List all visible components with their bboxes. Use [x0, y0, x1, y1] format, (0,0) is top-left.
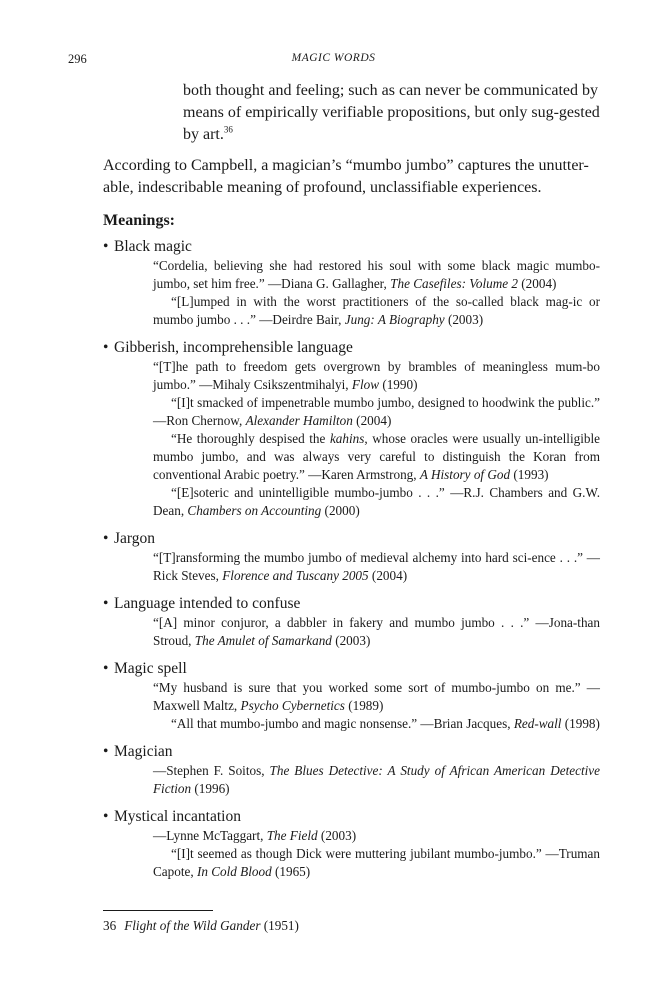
- footnote-divider: [103, 910, 213, 911]
- citation: —Stephen F. Soitos, The Blues Detective: A Study of African American Detective Fiction (1996): [153, 763, 600, 796]
- citation: “My husband is sure that you worked some sort of mumbo-jumbo on me.” —Maxwell Maltz, Psycho Cybernetics (1989): [153, 680, 600, 713]
- citation: “[T]he path to freedom gets overgrown by brambles of meaningless mum-bo jumbo.” —Mihaly Csikszentmihalyi, Flow (1990): [153, 359, 600, 392]
- citation: “[E]soteric and unintelligible mumbo-jumbo . . .” —R.J. Chambers and G.W. Dean, Chambers on Accounting (2000): [153, 485, 600, 518]
- meaning-entry: [103, 529, 600, 585]
- bullet-icon: •: [103, 743, 109, 760]
- meaning-heading: • Black magic: [103, 238, 192, 255]
- meanings-heading: Meanings:: [103, 212, 175, 229]
- bullet-icon: •: [103, 339, 109, 356]
- body-paragraph: According to Campbell, a magician’s “mumbo jumbo” captures the unutter-able, indescribable meaning of profound, unclassifiable experiences.: [103, 157, 589, 196]
- footnote-year: (1951): [260, 918, 299, 933]
- citation: “[A] minor conjuror, a dabbler in fakery and mumbo jumbo . . .” —Jona-than Stroud, The Amulet of Samarkand (2003): [153, 615, 600, 648]
- citation: “[I]t smacked of impenetrable mumbo jumbo, designed to hoodwink the public.” —Ron Chernow, Alexander Hamilton (2004): [153, 395, 600, 428]
- meaning-entry: [103, 594, 600, 650]
- meaning-heading: • Mystical incantation: [103, 808, 241, 825]
- meaning-entry: [103, 742, 600, 798]
- bullet-icon: •: [103, 660, 109, 677]
- meaning-heading: • Magic spell: [103, 660, 187, 677]
- footnote-title: Flight of the Wild Gander: [124, 918, 261, 933]
- meaning-entry: [103, 807, 600, 881]
- bullet-icon: •: [103, 530, 109, 547]
- meaning-heading: • Magician: [103, 743, 173, 760]
- meaning-entry: [103, 338, 600, 520]
- page-header: [0, 52, 667, 70]
- block-quote-text: both thought and feeling; such as can never be communicated by means of empirically verifiable propositions, but only sug-gested by art.: [183, 82, 600, 143]
- citation: “[L]umped in with the worst practitioners of the so-called black mag-ic or mumbo jumbo . . .” —Deirdre Bair, Jung: A Biography (2003): [153, 294, 600, 327]
- footnote: [103, 918, 299, 934]
- meaning-heading: • Language intended to confuse: [103, 595, 301, 612]
- bullet-icon: •: [103, 595, 109, 612]
- page-number: 296: [68, 52, 87, 66]
- meaning-entry: [103, 237, 600, 329]
- meaning-heading: • Gibberish, incomprehensible language: [103, 339, 353, 356]
- bullet-icon: •: [103, 238, 109, 255]
- meaning-heading: • Jargon: [103, 530, 156, 547]
- citation: “He thoroughly despised the kahins, whose oracles were usually un-intelligible mumbo jumbo, and was always very careful to distinguish the Koran from conventional Arabic poetry.” —Karen Armstrong, A History of God (1993): [153, 431, 601, 482]
- meaning-entry: [103, 659, 600, 733]
- running-title: MAGIC WORDS: [291, 52, 376, 64]
- citation: “[T]ransforming the mumbo jumbo of medieval alchemy into hard sci-ence . . .” —Rick Steves, Florence and Tuscany 2005 (2004): [153, 550, 600, 583]
- citation: “[I]t seemed as though Dick were muttering jubilant mumbo-jumbo.” —Truman Capote, In Cold Blood (1965): [153, 846, 600, 879]
- footnote-number: 36: [103, 918, 117, 933]
- citation: “Cordelia, believing she had restored his soul with some black magic mumbo-jumbo, set him free.” —Diana G. Gallagher, The Casefiles: Volume 2 (2004): [153, 258, 600, 291]
- footnote-reference: 36: [223, 124, 233, 135]
- meanings-list: [103, 237, 600, 890]
- bullet-icon: •: [103, 808, 109, 825]
- citation: “All that mumbo-jumbo and magic nonsense.” —Brian Jacques, Red-wall (1998): [171, 716, 600, 731]
- citation: —Lynne McTaggart, The Field (2003): [153, 828, 357, 843]
- block-quote: [183, 80, 601, 146]
